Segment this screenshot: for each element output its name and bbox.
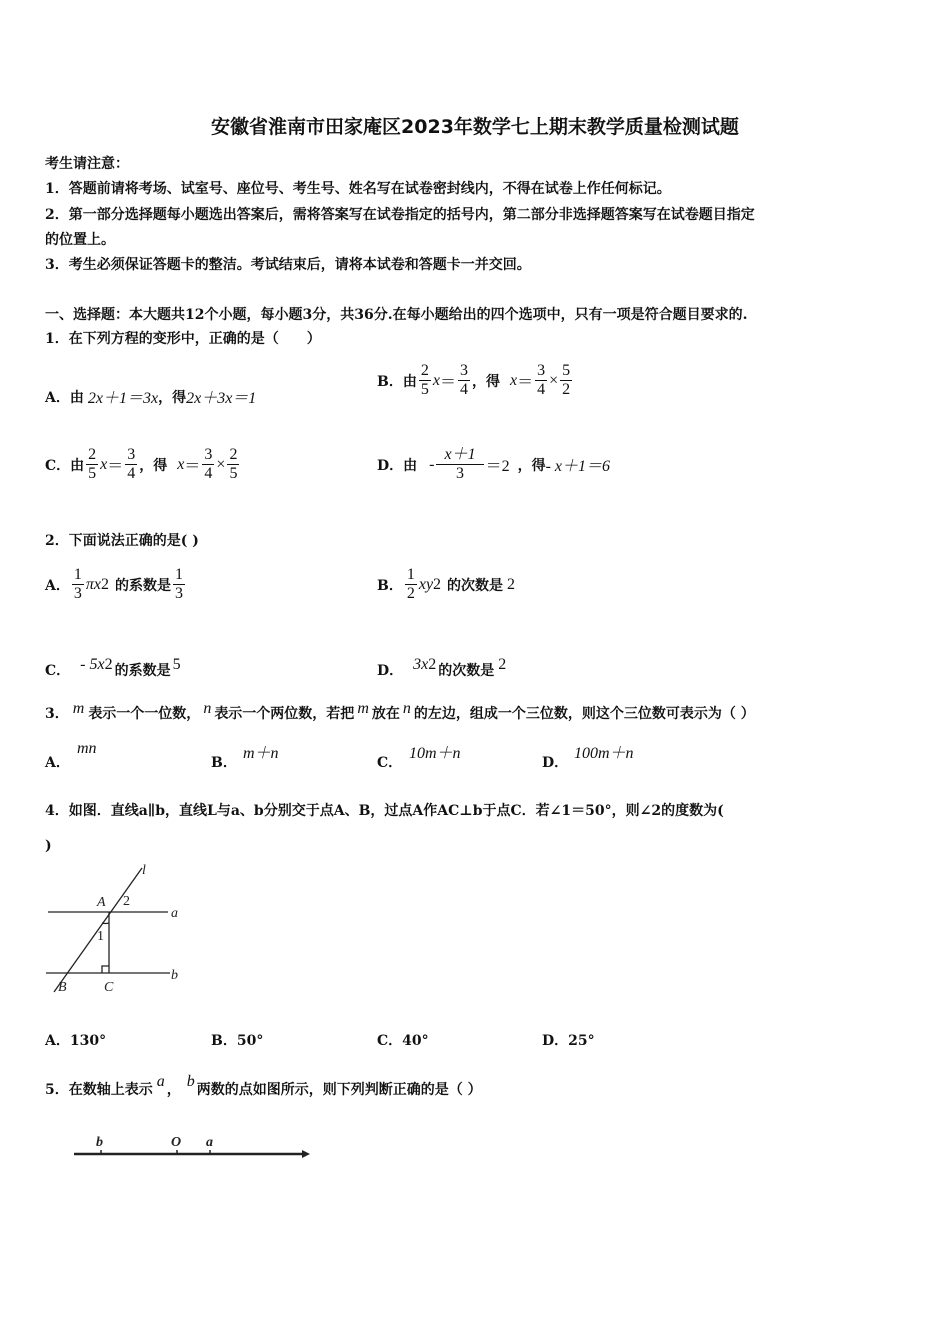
q3-text-2: 表示一个两位数，若把 — [214, 706, 355, 722]
q1-option-c[interactable] — [45, 446, 241, 483]
denominator: 3 — [456, 465, 465, 482]
numerator: 3 — [459, 362, 468, 379]
q2-d-expr: 3x — [413, 656, 429, 673]
q3-text-4: 的左边，组成一个三位数，则这个三位数可表示为（ ） — [413, 706, 755, 722]
q1-d-mid: ，得 — [517, 457, 546, 474]
q3-stem — [45, 700, 755, 723]
notice-heading: 考生请注意： — [45, 156, 129, 172]
numerator: x＋1 — [436, 446, 483, 465]
number-line-figure — [70, 1128, 315, 1168]
q3-text-3: 放在 — [371, 706, 400, 722]
q1-d-label: D．由 — [377, 457, 418, 474]
q1-a-eq1: 2x＋1＝3x — [87, 390, 159, 407]
denominator: 5 — [88, 465, 97, 482]
label-angle-1: 1 — [97, 929, 104, 944]
axis-arrow-icon — [302, 1150, 310, 1158]
q2-c-expr: - 5x — [80, 656, 105, 673]
q2-option-a[interactable] — [45, 566, 187, 603]
fraction — [86, 446, 98, 483]
minus-sign: - — [429, 455, 435, 473]
variable-x: x — [177, 455, 185, 473]
notice-item-2-cont: 的位置上。 — [45, 232, 115, 248]
q3-text-1: 表示一个一位数， — [88, 706, 201, 722]
fraction — [125, 446, 137, 483]
q1-c-mid: ，得 — [139, 457, 168, 474]
q1-a-mid: ，得 — [158, 389, 187, 406]
q2-c-val: 5 — [172, 656, 181, 673]
numerator: 3 — [537, 362, 546, 379]
right-angle-mark — [102, 966, 109, 973]
q3-b-label: B． — [211, 755, 237, 771]
q2-option-c[interactable] — [45, 650, 181, 680]
equals: ＝ — [184, 458, 201, 475]
label-l: l — [142, 863, 146, 878]
equals: ＝ — [517, 374, 534, 391]
q2-a-label: A． — [45, 577, 70, 594]
label-b: b — [96, 1135, 103, 1150]
q1-c-label: C．由 — [45, 457, 85, 474]
q3-d-label: D． — [542, 755, 569, 771]
q1-b-mid: ，得 — [471, 373, 500, 390]
variable-x: x — [509, 371, 518, 389]
q1-option-d[interactable] — [377, 446, 610, 483]
denominator: 4 — [204, 465, 213, 482]
denominator: 4 — [127, 465, 136, 482]
numerator: 1 — [406, 566, 415, 583]
q1-a-eq2: 2x＋3x＝1 — [186, 390, 257, 407]
q1-option-a[interactable] — [45, 385, 256, 408]
xy: xy — [418, 575, 434, 593]
label-origin: O — [171, 1135, 182, 1150]
fraction — [535, 362, 547, 399]
denominator: 5 — [420, 381, 429, 398]
label-A: A — [97, 895, 106, 910]
label-a: a — [206, 1135, 213, 1150]
notice-item-1: 1．答题前请将考场、试室号、座位号、考生号、姓名写在试卷密封线内，不得在试卷上作任何标记。 — [45, 181, 671, 197]
q3-num: 3． — [45, 706, 69, 722]
label-b: b — [171, 968, 178, 983]
numerator: 5 — [562, 362, 571, 379]
q2-d-text: 的次数是 — [438, 663, 495, 679]
q4-option-a[interactable]: A．130° — [45, 1033, 107, 1049]
label-B: B — [58, 980, 67, 995]
q4-option-c[interactable]: C．40° — [377, 1033, 429, 1049]
numerator: 1 — [73, 566, 82, 583]
exponent: 2 — [101, 575, 109, 593]
times-sign: × — [216, 455, 226, 473]
equals-two: ＝2 — [485, 458, 510, 475]
numerator: 3 — [127, 446, 136, 463]
q3-c-label: C． — [377, 755, 403, 771]
q2-d-label: D． — [377, 663, 404, 679]
var-n: n — [203, 700, 212, 717]
q5-text-pre: 5．在数轴上表示 — [45, 1082, 153, 1098]
exponent: 2 — [428, 656, 437, 673]
fraction — [72, 566, 84, 603]
denominator: 2 — [406, 585, 415, 602]
q5-text-post: 两数的点如图所示，则下列判断正确的是（ ） — [196, 1082, 482, 1098]
numerator: 1 — [175, 566, 183, 583]
fraction — [227, 446, 239, 483]
q1-a-label: A．由 — [45, 389, 84, 406]
section-heading: 一、选择题：本大题共12个小题，每小题3分，共36分.在每小题给出的四个选项中，只有一项是符合题目要求的. — [45, 307, 748, 323]
q1-stem: 1．在下列方程的变形中，正确的是（ ） — [45, 331, 321, 347]
q3-a-expr: mn — [77, 740, 97, 757]
fraction — [436, 446, 483, 483]
denominator: 3 — [73, 585, 82, 602]
q2-c-label: C． — [45, 663, 71, 679]
q3-d-expr: 100m＋n — [574, 745, 634, 762]
numerator: 2 — [88, 446, 97, 463]
fraction — [405, 566, 417, 603]
numerator: 2 — [420, 362, 429, 379]
q1-b-label: B．由 — [377, 373, 417, 390]
notice-item-3: 3．考生必须保证答题卡的整洁。考试结束后，请将本试卷和答题卡一并交回。 — [45, 257, 531, 273]
page-title: 安徽省淮南市田家庵区2023年数学七上期末教学质量检测试题 — [211, 116, 739, 138]
variable-x: x — [100, 455, 108, 473]
denominator: 2 — [562, 381, 571, 398]
numerator: 2 — [229, 446, 238, 463]
var-m: m — [72, 700, 85, 717]
q2-d-val: 2 — [498, 656, 507, 673]
var-b: b — [186, 1073, 195, 1090]
q4-stem: 4．如图．直线a∥b，直线L与a、b分别交于点A、B，过点A作AC⊥b于点C．若∠1＝50°，则∠2的度数为( — [45, 803, 724, 819]
fraction — [560, 362, 572, 399]
denominator: 3 — [175, 585, 183, 602]
q1-option-b[interactable] — [377, 362, 574, 399]
equals: ＝ — [107, 458, 124, 475]
q2-stem: 2．下面说法正确的是( ) — [45, 533, 199, 549]
q4-stem-end: ) — [45, 838, 52, 854]
fraction — [173, 566, 185, 603]
fraction — [419, 362, 431, 399]
pi-x: πx — [85, 575, 101, 593]
denominator: 4 — [459, 381, 468, 398]
q2-b-val: 2 — [507, 575, 516, 593]
fraction — [202, 446, 214, 483]
q5-stem — [45, 1071, 482, 1099]
q2-option-d[interactable] — [377, 650, 506, 680]
angle-1-arc — [102, 923, 109, 924]
times-sign: × — [549, 371, 559, 389]
var-n: n — [402, 700, 411, 717]
parallel-lines-figure — [40, 862, 190, 997]
q3-a-label: A． — [45, 755, 70, 771]
q2-c-text: 的系数是 — [114, 663, 171, 679]
q3-c-expr: 10m＋n — [409, 745, 461, 762]
q2-option-b[interactable] — [377, 566, 515, 603]
numerator: 3 — [204, 446, 213, 463]
equals: ＝ — [439, 374, 456, 391]
q3-b-expr: m＋n — [243, 745, 279, 762]
var-a: a — [156, 1073, 165, 1090]
q1-d-eq2: - x＋1＝6 — [545, 458, 611, 475]
q2-b-text: 的次数是 — [447, 577, 504, 594]
label-C: C — [104, 980, 114, 995]
denominator: 5 — [229, 465, 238, 482]
q5-comma: ， — [166, 1082, 181, 1098]
denominator: 4 — [537, 381, 546, 398]
q2-a-text: 的系数是 — [115, 577, 171, 594]
notice-item-2: 2．第一部分选择题每小题选出答案后，需将答案写在试卷指定的括号内，第二部分非选择题答案写在试卷题目指定 — [45, 207, 755, 223]
label-a: a — [171, 906, 178, 921]
exponent: 2 — [104, 656, 113, 673]
label-angle-2: 2 — [123, 894, 130, 909]
variable-x: x — [432, 371, 440, 389]
var-m: m — [357, 700, 369, 717]
exponent: 2 — [433, 575, 442, 593]
q4-option-d[interactable]: D．25° — [542, 1033, 595, 1049]
q2-b-label: B． — [377, 577, 403, 594]
fraction — [458, 362, 470, 399]
q4-option-b[interactable]: B．50° — [211, 1033, 264, 1049]
